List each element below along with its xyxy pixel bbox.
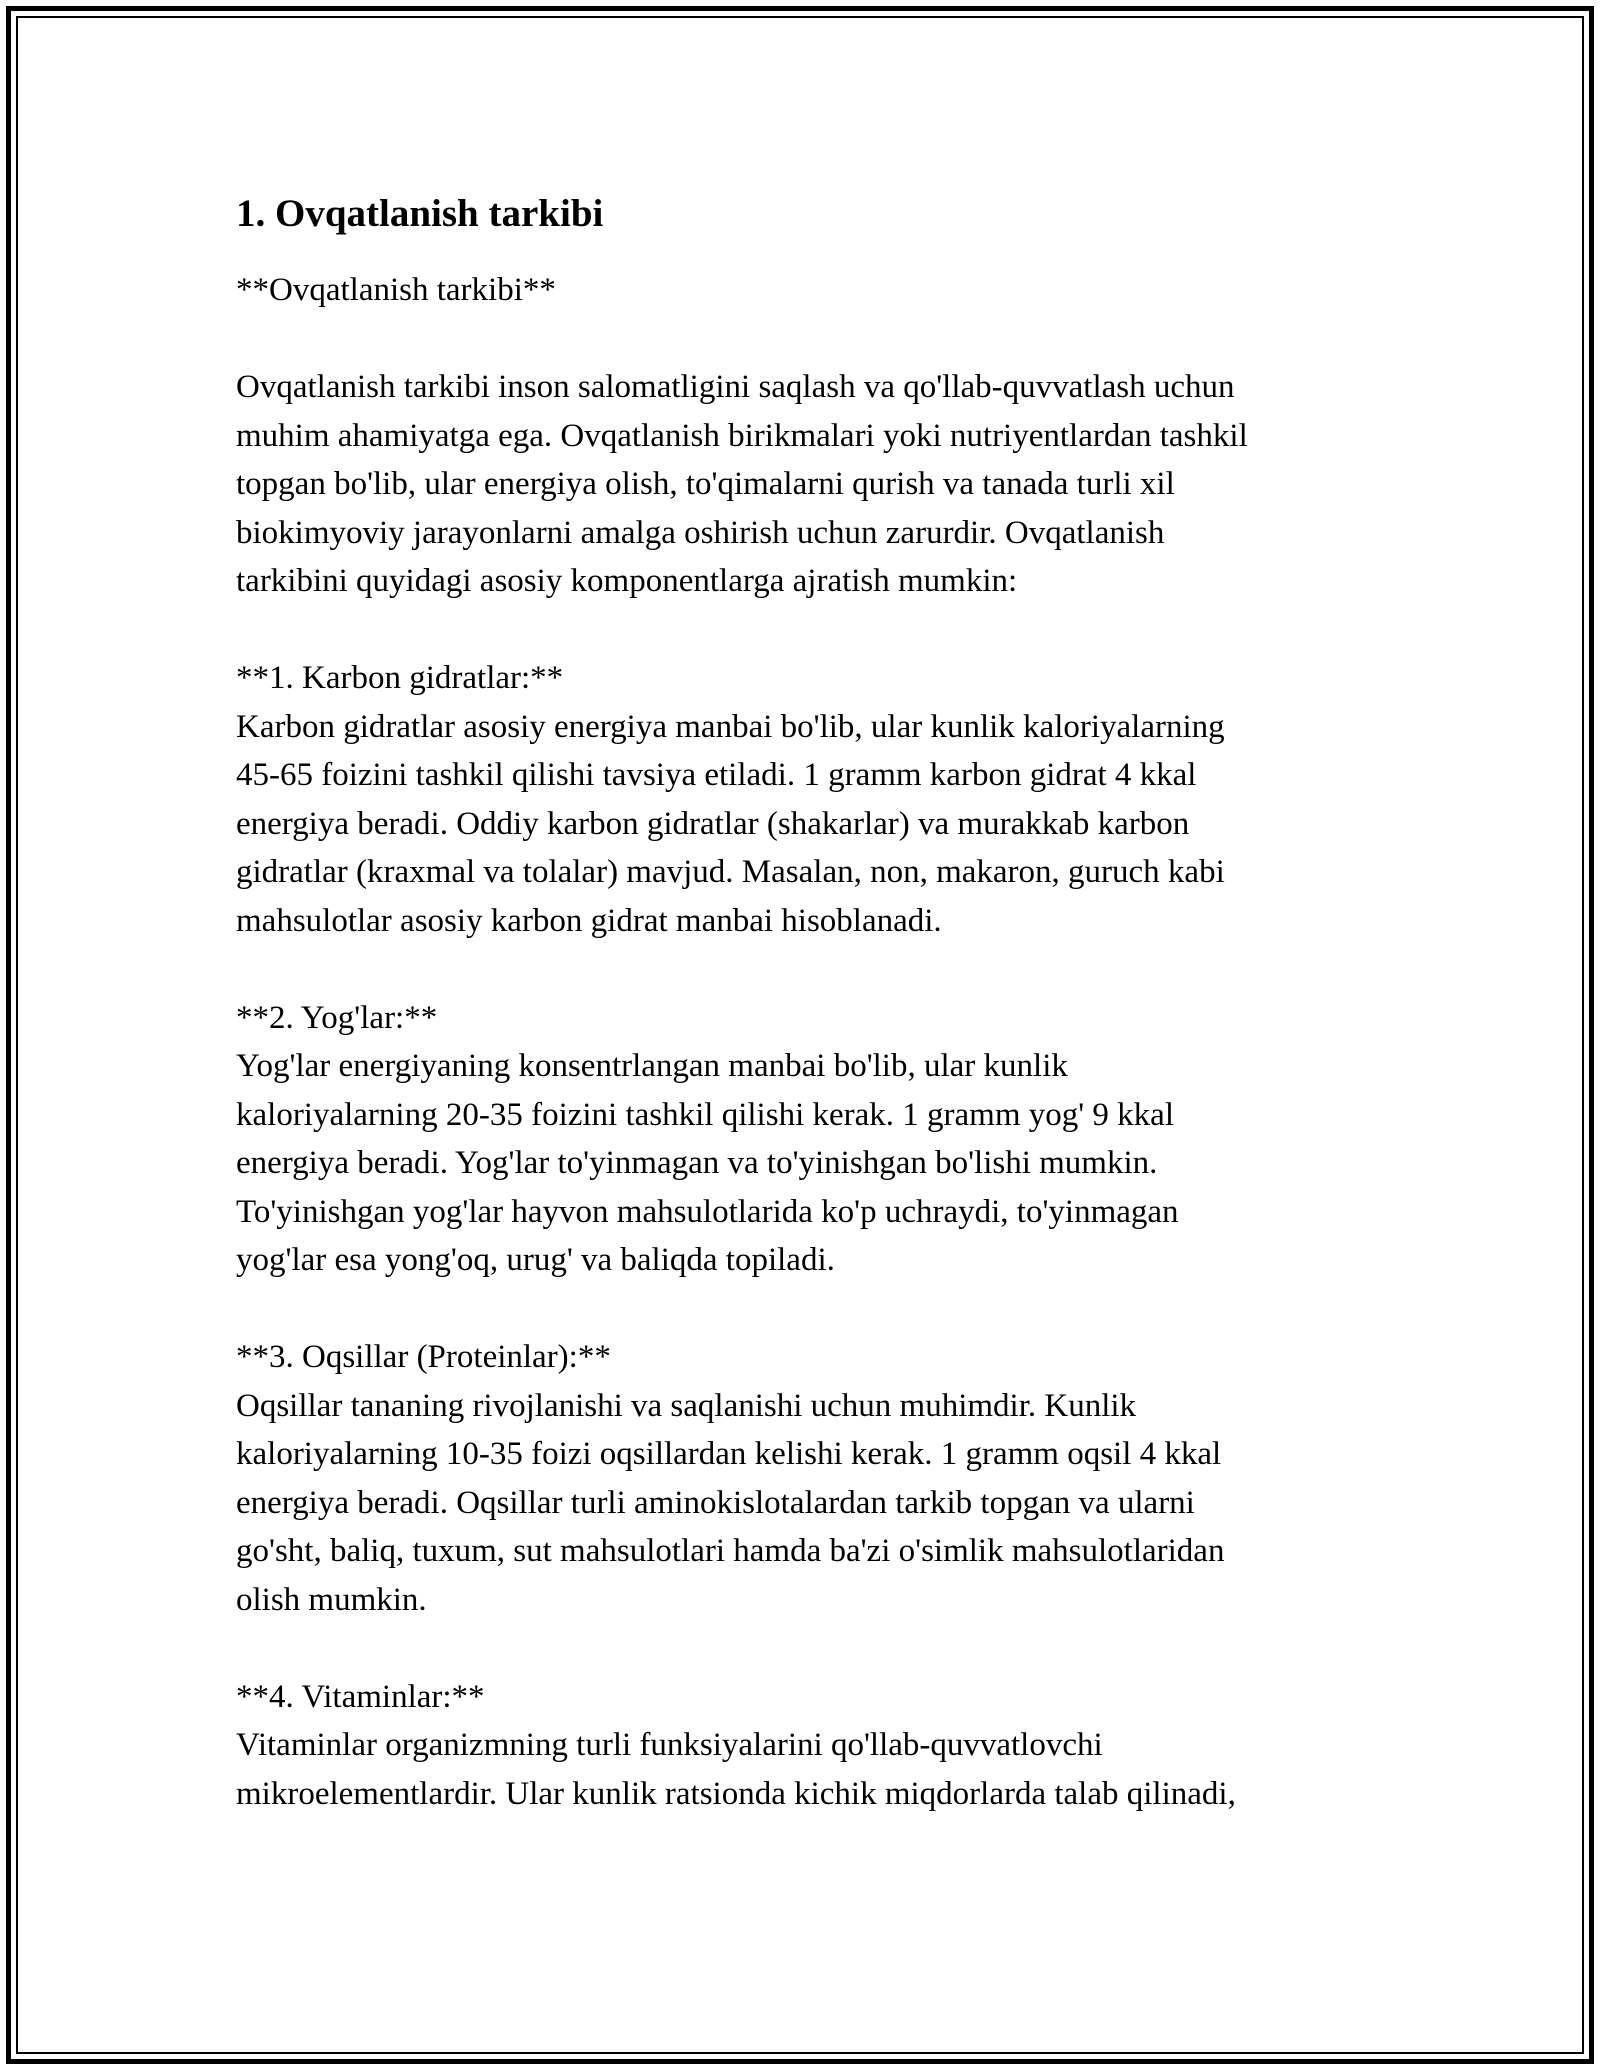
section-heading-vitamins: **4. Vitaminlar:** bbox=[236, 1678, 485, 1715]
page-title: 1. Ovqatlanish tarkibi bbox=[236, 192, 604, 235]
paragraph-gap bbox=[236, 606, 1376, 655]
section-heading-proteins: **3. Oqsillar (Proteinlar):** bbox=[236, 1339, 611, 1375]
section-heading-fats: **2. Yog'lar:** bbox=[236, 999, 438, 1036]
section-body-proteins: Oqsillar tananing rivojlanishi va saqlanishi uchun muhimdir. Kunlik kaloriyalarning 10-35 foizi oqsillardan kelishi kerak. 1 gramm oqsil 4 kkal energiya beradi. Oqsillar turli aminokislotalardan tarkib topgan va ularni go'sht, baliq, tuxum, sut mahsulotlari hamda ba'zi o'simlik mahsulotlaridan olish mumkin. bbox=[236, 1387, 1225, 1618]
paragraph-gap bbox=[236, 1285, 1376, 1334]
paragraph-gap bbox=[236, 315, 1376, 364]
section-body-vitamins: Vitaminlar organizmning turli funksiyalarini qo'llab-quvvatlovchi mikroelementlardir. Ular kunlik ratsionda kichik miqdorlarda talab qilinadi, bbox=[236, 1727, 1236, 1812]
intro-paragraph: Ovqatlanish tarkibi inson salomatligini saqlash va qo'llab-quvvatlash uchun muhim ahamiyatga ega. Ovqatlanish birikmalari yoki nutriyentlardan tashkil topgan bo'lib, ular energiya olish, to'qimalarni qurish va tanada turli xil biokimyoviy jarayonlarni amalga oshirish uchun zarurdir. Ovqatlanish tarkibini quyidagi asosiy komponentlarga ajratish mumkin: bbox=[236, 369, 1248, 599]
paragraph-gap bbox=[236, 1624, 1376, 1673]
section-heading-carbohydrates: **1. Karbon gidratlar:** bbox=[236, 660, 564, 696]
paragraph-gap bbox=[236, 945, 1376, 994]
section-body-carbohydrates: Karbon gidratlar asosiy energiya manbai bo'lib, ular kunlik kaloriyalarning 45-65 foizini tashkil qilishi tavsiya etiladi. 1 gramm karbon gidrat 4 kkal energiya beradi. Oddiy karbon gidratlar (shakarlar) va murakkab karbon gidratlar (kraxmal va tolalar) mavjud. Masalan, non, makaron, guruch kabi mahsulotlar asosiy karbon gidrat manbai hisoblanadi. bbox=[236, 708, 1225, 939]
section-body-fats: Yog'lar energiyaning konsentrlangan manbai bo'lib, ular kunlik kaloriyalarning 20-35 foizini tashkil qilishi kerak. 1 gramm yog' 9 kkal energiya beradi. Yog'lar to'yinmagan va to'yinishgan bo'lishi mumkin. To'yinishgan yog'lar hayvon mahsulotlarida ko'p uchraydi, to'yinmagan yog'lar esa yong'oq, urug' va baliqda topiladi. bbox=[236, 1048, 1179, 1278]
document-subtitle: **Ovqatlanish tarkibi** bbox=[236, 272, 556, 308]
document-body bbox=[236, 186, 1376, 1818]
